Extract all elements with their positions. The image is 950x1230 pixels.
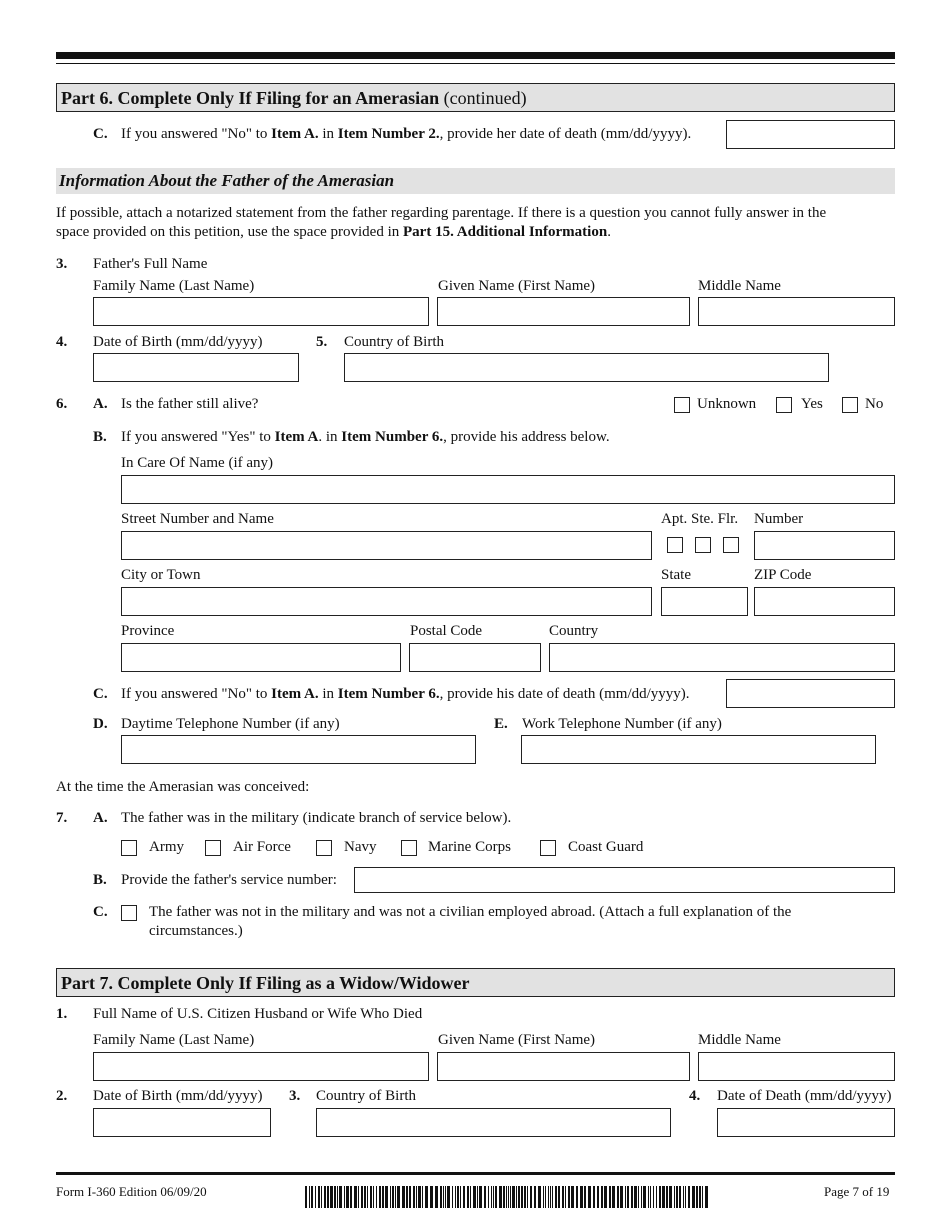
- zip-input[interactable]: [754, 587, 895, 616]
- spouse-death-date-input[interactable]: [717, 1108, 895, 1137]
- father-country-input[interactable]: [344, 353, 829, 382]
- army-checkbox[interactable]: [121, 840, 137, 856]
- q7-num: 7.: [56, 810, 68, 826]
- p7-given-label: Given Name (First Name): [438, 1032, 596, 1048]
- not-military-checkbox[interactable]: [121, 905, 137, 921]
- q7a-label: A.: [93, 810, 108, 826]
- q6c-text: If you answered "No" to Item A. in Item Number 6., provide his date of death (mm/dd/yyyy).: [121, 686, 690, 702]
- part6-title-cont: (continued): [439, 88, 527, 108]
- intro-line-2: space provided on this petition, use the space provided in Part 15. Additional Information.: [56, 224, 611, 240]
- footer-rule: [56, 1172, 895, 1175]
- q5-num: 5.: [316, 334, 328, 350]
- city-input[interactable]: [121, 587, 652, 616]
- q3-num: 3.: [56, 256, 68, 272]
- ste-checkbox[interactable]: [695, 537, 711, 553]
- part6-header: [56, 83, 895, 112]
- street-label: Street Number and Name: [121, 511, 274, 527]
- p7-q3-label: Country of Birth: [316, 1088, 416, 1104]
- part7-header: [56, 968, 895, 997]
- part7-title: Part 7. Complete Only If Filing as a Widow/Widower: [61, 973, 470, 993]
- q5-label: Country of Birth: [344, 334, 444, 350]
- alive-no-label: No: [865, 396, 884, 412]
- marine-corps-label: Marine Corps: [428, 839, 511, 855]
- navy-label: Navy: [344, 839, 377, 855]
- spouse-given-name-input[interactable]: [437, 1052, 690, 1081]
- air-force-checkbox[interactable]: [205, 840, 221, 856]
- footer-page: Page 7 of 19: [824, 1184, 890, 1199]
- footer-form: Form I-360 Edition 06/09/20: [56, 1184, 207, 1199]
- p7-family-label: Family Name (Last Name): [93, 1032, 255, 1048]
- country-input[interactable]: [549, 643, 895, 672]
- postal-label: Postal Code: [410, 623, 483, 639]
- barcode: [305, 1186, 711, 1208]
- p6-c-label: C.: [93, 126, 108, 142]
- state-label: State: [661, 567, 691, 583]
- father-section-header: [56, 168, 895, 194]
- q6a-text: Is the father still alive?: [121, 396, 259, 412]
- service-number-input[interactable]: [354, 867, 895, 893]
- q6d-label: D.: [93, 716, 108, 732]
- alive-yes-checkbox[interactable]: [776, 397, 792, 413]
- city-label: City or Town: [121, 567, 201, 583]
- spouse-country-input[interactable]: [316, 1108, 671, 1137]
- p6-c-text: If you answered "No" to Item A. in Item Number 2., provide her date of death (mm/dd/yyyy).: [121, 126, 692, 142]
- work-phone-input[interactable]: [521, 735, 876, 764]
- q7b-label: B.: [93, 872, 107, 888]
- q7c-line2: circumstances.): [149, 923, 243, 939]
- father-dob-input[interactable]: [93, 353, 299, 382]
- father-family-name-input[interactable]: [93, 297, 429, 326]
- q3-family-label: Family Name (Last Name): [93, 278, 255, 294]
- p7-q1-label: Full Name of U.S. Citizen Husband or Wife Who Died: [93, 1006, 423, 1022]
- p7-q4-label: Date of Death (mm/dd/yyyy): [717, 1088, 892, 1104]
- father-death-date-input[interactable]: [726, 679, 895, 708]
- care-of-label: In Care Of Name (if any): [121, 455, 274, 471]
- coast-guard-label: Coast Guard: [568, 839, 644, 855]
- q6a-label: A.: [93, 396, 108, 412]
- father-middle-name-input[interactable]: [698, 297, 895, 326]
- p7-q4-num: 4.: [689, 1088, 701, 1104]
- flr-checkbox[interactable]: [723, 537, 739, 553]
- q6c-label: C.: [93, 686, 108, 702]
- spouse-dob-input[interactable]: [93, 1108, 271, 1137]
- marine-corps-checkbox[interactable]: [401, 840, 417, 856]
- q6d-text: Daytime Telephone Number (if any): [121, 716, 340, 732]
- q7c-label: C.: [93, 904, 108, 920]
- intro-line-1: If possible, attach a notarized statement from the father regarding parentage. If there is a question you cannot fully answer in the: [56, 205, 827, 221]
- part6-title: Part 6. Complete Only If Filing for an Amerasian: [61, 88, 440, 108]
- army-label: Army: [149, 839, 184, 855]
- mother-death-date-input[interactable]: [726, 120, 895, 149]
- q6e-text: Work Telephone Number (if any): [522, 716, 722, 732]
- q6b-text: If you answered "Yes" to Item A. in Item Number 6., provide his address below.: [121, 429, 610, 445]
- q3-given-label: Given Name (First Name): [438, 278, 596, 294]
- care-of-input[interactable]: [121, 475, 895, 504]
- p7-q1-num: 1.: [56, 1006, 68, 1022]
- spouse-family-name-input[interactable]: [93, 1052, 429, 1081]
- p7-q2-label: Date of Birth (mm/dd/yyyy): [93, 1088, 263, 1104]
- p7-q2-num: 2.: [56, 1088, 68, 1104]
- q7a-text: The father was in the military (indicate branch of service below).: [121, 810, 512, 826]
- apt-checkbox[interactable]: [667, 537, 683, 553]
- p7-q3-num: 3.: [289, 1088, 301, 1104]
- conceived-text: At the time the Amerasian was conceived:: [56, 779, 310, 795]
- apt-label: Apt. Ste. Flr.: [661, 511, 739, 527]
- q7c-line1: The father was not in the military and was not a civilian employed abroad. (Attach a full explanation of the: [149, 904, 792, 920]
- alive-unknown-label: Unknown: [697, 396, 757, 412]
- postal-input[interactable]: [409, 643, 541, 672]
- q7b-text: Provide the father's service number:: [121, 872, 337, 888]
- q6-num: 6.: [56, 396, 68, 412]
- province-input[interactable]: [121, 643, 401, 672]
- street-input[interactable]: [121, 531, 652, 560]
- top-rule-thin: [56, 63, 895, 64]
- q3-middle-label: Middle Name: [698, 278, 781, 294]
- q6e-label: E.: [494, 716, 508, 732]
- father-given-name-input[interactable]: [437, 297, 690, 326]
- q3-label: Father's Full Name: [93, 256, 208, 272]
- coast-guard-checkbox[interactable]: [540, 840, 556, 856]
- q6b-label: B.: [93, 429, 107, 445]
- state-select[interactable]: [661, 587, 748, 616]
- q4-label: Date of Birth (mm/dd/yyyy): [93, 334, 263, 350]
- alive-yes-label: Yes: [801, 396, 823, 412]
- navy-checkbox[interactable]: [316, 840, 332, 856]
- father-section-title: Information About the Father of the Amerasian: [59, 171, 395, 190]
- daytime-phone-input[interactable]: [121, 735, 476, 764]
- province-label: Province: [121, 623, 175, 639]
- air-force-label: Air Force: [233, 839, 291, 855]
- zip-label: ZIP Code: [754, 567, 812, 583]
- alive-unknown-checkbox[interactable]: [674, 397, 690, 413]
- country-label: Country: [549, 623, 599, 639]
- number-label: Number: [754, 511, 804, 527]
- spouse-middle-name-input[interactable]: [698, 1052, 895, 1081]
- top-rule-thick: [56, 52, 895, 59]
- q4-num: 4.: [56, 334, 68, 350]
- alive-no-checkbox[interactable]: [842, 397, 858, 413]
- p7-middle-label: Middle Name: [698, 1032, 781, 1048]
- apt-number-input[interactable]: [754, 531, 895, 560]
